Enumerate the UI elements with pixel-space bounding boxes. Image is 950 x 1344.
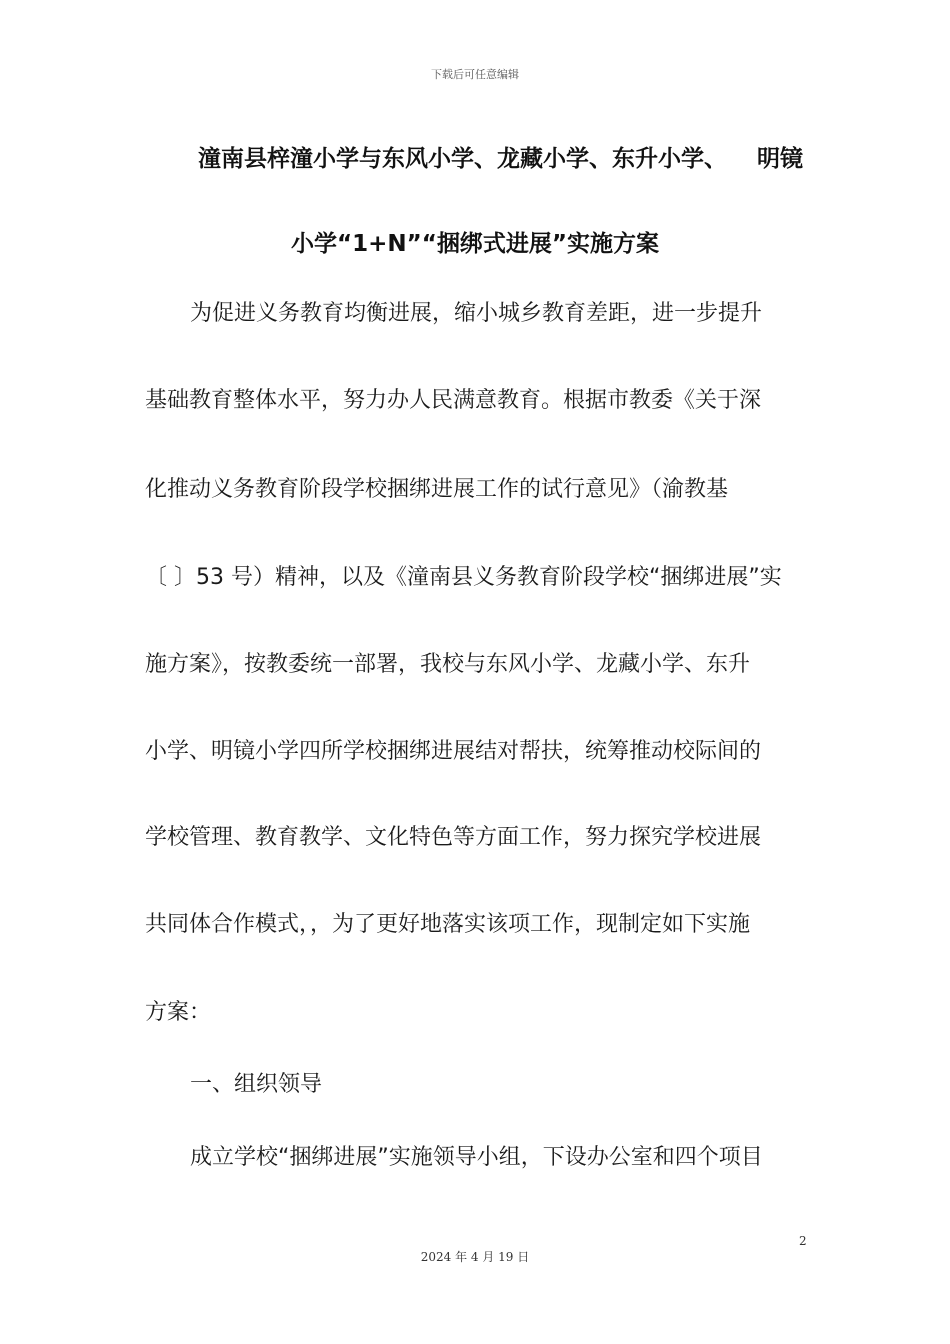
body-line-1: 为促进义务教育均衡进展，缩小城乡教育差距，进一步提升 [190,301,763,326]
footer-date: 2024 年 4 月 19 日 [420,1250,530,1264]
body-line-4: 〔 〕53 号）精神，以及《潼南县义务教育阶段学校“捆绑进展”实 [145,565,782,590]
header-note: 下载后可任意编辑 [431,68,519,81]
title-line-1-part-b: 明镜 [757,146,803,172]
document-title-line-2: 小学“1+N”“捆绑式进展”实施方案 [291,231,659,257]
page-number: 2 [799,1234,807,1248]
body-line-3: 化推动义务教育阶段学校捆绑进展工作的试行意见》（渝教基 [145,477,729,502]
body-line-5: 施方案》，按教委统一部署，我校与东风小学、龙藏小学、东升 [145,652,751,677]
title-line-1-part-a: 潼南县梓潼小学与东风小学、龙藏小学、东升小学、 [198,146,727,172]
section-heading-organization: 一、组织领导 [190,1072,323,1097]
body-line-11: 成立学校“捆绑进展”实施领导小组，下设办公室和四个项目 [190,1145,763,1170]
body-line-2: 基础教育整体水平，努力办人民满意教育。根据市教委《关于深 [145,388,762,413]
body-line-9: 方案： [145,1000,212,1025]
body-line-8: 共同体合作模式，，为了更好地落实该项工作，现制定如下实施 [145,912,751,937]
body-line-7: 学校管理、教育教学、文化特色等方面工作，努力探究学校进展 [145,825,762,850]
document-title-line-1 [198,140,803,173]
body-line-6: 小学、明镜小学四所学校捆绑进展结对帮扶，统筹推动校际间的 [145,739,762,764]
